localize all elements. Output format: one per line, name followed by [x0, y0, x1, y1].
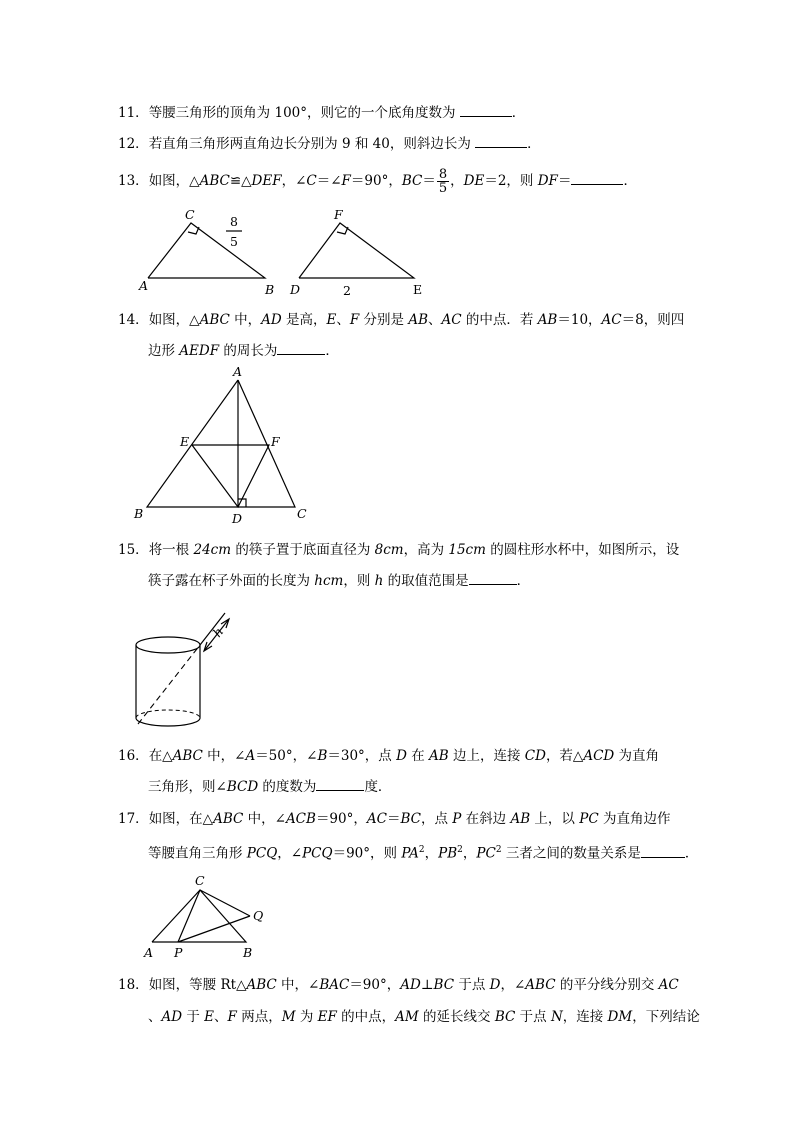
label-b: B [265, 282, 275, 297]
question-18-line-2: 、AD 于 E、F 两点，M 为 EF 的中点，AM 的延长线交 BC 于点 N，连接 DM，下列结论 [148, 1009, 700, 1025]
question-14-line-1: 14．如图，△ABC 中，AD 是高，E、F 分别是 AB、AC 的中点．若 AB＝10，AC＝8，则四 [118, 312, 685, 328]
q12-number: 12． [118, 136, 149, 152]
question-15-line-1: 15．将一根 24cm 的筷子置于底面直径为 8cm，高为 15cm 的圆柱形水杯中，如图所示，设 [118, 542, 680, 558]
length-bc-num: 8 [230, 214, 238, 229]
question-12: 12．若直角三角形两直角边长分别为 9 和 40，则斜边长为 ． [118, 136, 541, 152]
cup-bottom-front [136, 718, 200, 726]
q16-number: 16． [118, 748, 149, 764]
question-15-line-2: 筷子露在杯子外面的长度为 hcm，则 h 的取值范围是 ． [148, 573, 531, 589]
q12-text: 若直角三角形两直角边长分别为 9 和 40，则斜边长为 [148, 136, 476, 152]
q11-answer-blank[interactable] [460, 104, 512, 117]
q12-answer-blank[interactable] [475, 135, 527, 148]
q14-answer-blank[interactable] [277, 342, 325, 355]
label-a: A [233, 364, 243, 379]
label-c: C [195, 873, 205, 888]
question-13: 13．如图，△ABC≌△DEF，∠C＝∠F＝90°，BC＝ $\frac{8}{5}$ ，DE＝2，则 DF＝ ． [118, 167, 637, 196]
q11-number: 11． [118, 105, 149, 121]
length-bc-den: 5 [230, 234, 238, 249]
label-b: B [243, 945, 253, 960]
label-a: A [139, 278, 149, 293]
q17-number: 17． [118, 811, 149, 827]
q15-answer-blank[interactable] [469, 572, 517, 585]
segment-cq [200, 890, 250, 916]
label-h: h [209, 624, 227, 640]
label-e: E [180, 434, 190, 449]
question-17-line-2: 等腰直角三角形 PCQ，∠PCQ＝90°，则 $PA^2$，$PB^2$，$PC^2$ 三者之间的数量关系是 ． [148, 845, 699, 862]
q14-figure [130, 364, 330, 528]
q17-figure [138, 872, 278, 962]
segment-pc [178, 890, 200, 942]
q18-number: 18． [118, 977, 149, 993]
question-17-line-1: 17．如图，在△ABC 中，∠ACB＝90°，AC＝BC，点 P 在斜边 AB 上，以 PC 为直角边作 [118, 811, 671, 827]
q13-bc-fraction: $\frac{8}{5}$ [438, 167, 448, 196]
label-f: F [334, 207, 343, 222]
question-11: 11．等腰三角形的顶角为 100°，则它的一个底角度数为 ． [118, 105, 526, 121]
length-de: 2 [343, 283, 351, 298]
label-b: B [134, 506, 144, 521]
triangle-def [289, 207, 422, 298]
label-c: C [185, 207, 195, 222]
q13-figure [135, 206, 435, 296]
q14-number: 14． [118, 312, 149, 328]
question-16-line-1: 16．在△ABC 中，∠A＝50°，∠B＝30°，点 D 在 AB 边上，连接 CD，若△ACD 为直角 [118, 748, 660, 764]
question-18-line-1: 18．如图，等腰 Rt△ABC 中，∠BAC＝90°，AD⊥BC 于点 D，∠ABC 的平分线分别交 AC [118, 977, 679, 993]
q13-number: 13． [118, 173, 149, 189]
question-14-line-2: 边形 AEDF 的周长为 ． [148, 343, 339, 359]
q15-figure [130, 602, 250, 732]
label-c: C [297, 506, 307, 521]
label-d: D [232, 511, 243, 526]
q16-answer-blank[interactable] [316, 778, 364, 791]
label-q: Q [253, 908, 264, 923]
label-f: F [271, 434, 280, 449]
q11-text: 等腰三角形的顶角为 100°，则它的一个底角度数为 [148, 105, 460, 121]
q17-answer-blank[interactable] [641, 845, 685, 858]
label-a: A [144, 945, 154, 960]
cup-top-rim [136, 637, 200, 653]
label-d: D [290, 282, 301, 297]
q15-number: 15． [118, 542, 149, 558]
cylinder-cup [136, 637, 200, 726]
label-e: E [413, 282, 423, 297]
question-16-line-2: 三角形，则∠BCD 的度数为 度． [148, 779, 392, 795]
triangle-abc [138, 207, 274, 297]
label-p: P [174, 945, 183, 960]
q13-answer-blank[interactable] [571, 172, 623, 185]
segment-pq [178, 916, 250, 942]
quadrilateral-edf-lines [192, 445, 269, 507]
